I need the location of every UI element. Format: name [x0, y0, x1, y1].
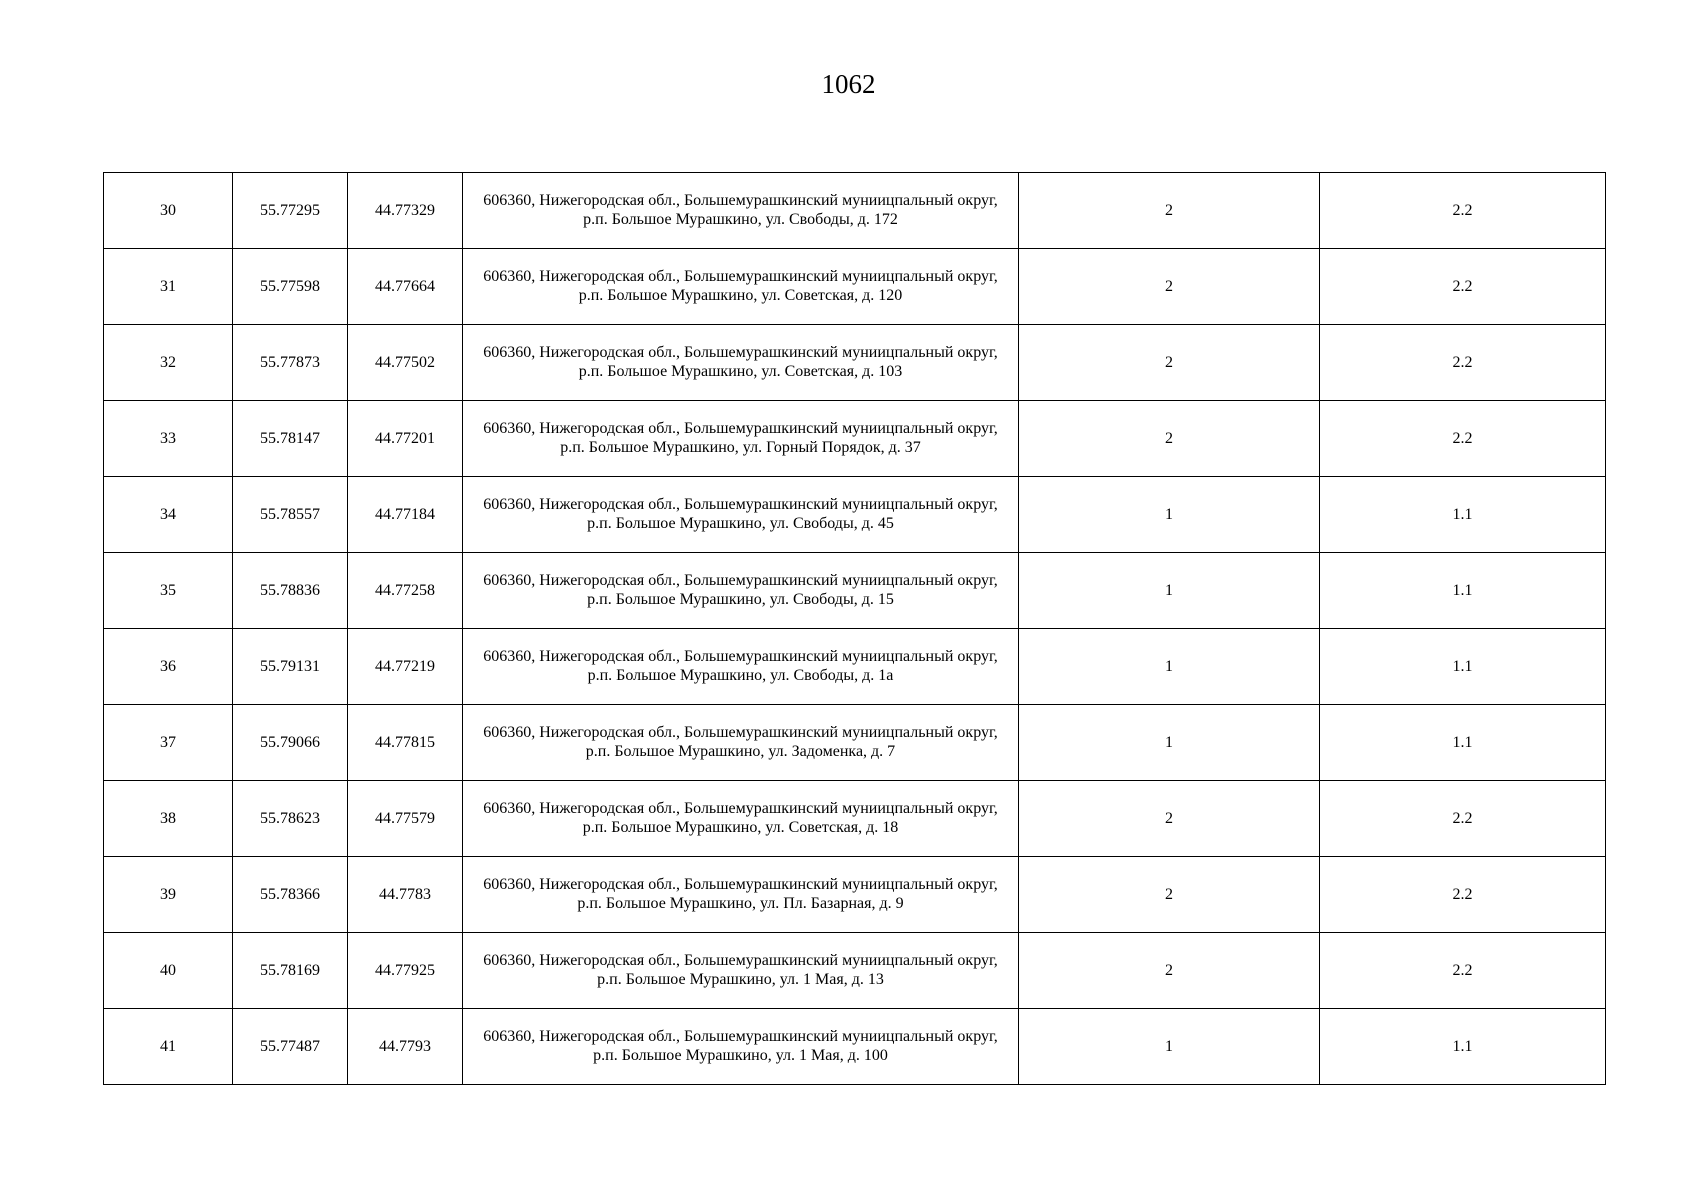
subcategory-cell: 2.2 [1320, 933, 1606, 1009]
address-line: 606360, Нижегородская обл., Большемурашкинский муниицпальный округ, [483, 1028, 998, 1045]
address-line: р.п. Большое Мурашкино, ул. Пл. Базарная, д. 9 [577, 895, 904, 912]
latitude-cell: 55.78366 [233, 857, 348, 933]
table-row [104, 629, 1606, 705]
longitude-cell: 44.77925 [348, 933, 463, 1009]
row-number-cell: 31 [104, 249, 233, 325]
address-cell [463, 781, 1019, 857]
address-line: р.п. Большое Мурашкино, ул. Свободы, д. 45 [587, 515, 894, 532]
longitude-cell: 44.77184 [348, 477, 463, 553]
address-line: 606360, Нижегородская обл., Большемурашкинский муниицпальный округ, [483, 648, 998, 665]
address-cell [463, 249, 1019, 325]
subcategory-cell: 1.1 [1320, 477, 1606, 553]
subcategory-cell: 1.1 [1320, 553, 1606, 629]
category-cell: 2 [1019, 173, 1320, 249]
subcategory-cell: 2.2 [1320, 857, 1606, 933]
address-cell [463, 629, 1019, 705]
address-line: р.п. Большое Мурашкино, ул. 1 Мая, д. 100 [593, 1047, 888, 1064]
table-row [104, 1009, 1606, 1085]
category-cell: 2 [1019, 325, 1320, 401]
address-line: 606360, Нижегородская обл., Большемурашкинский муниицпальный округ, [483, 724, 998, 741]
latitude-cell: 55.78169 [233, 933, 348, 1009]
table-row [104, 705, 1606, 781]
address-line: р.п. Большое Мурашкино, ул. Свободы, д. 1а [587, 667, 894, 684]
table-row [104, 401, 1606, 477]
subcategory-cell: 2.2 [1320, 325, 1606, 401]
address-cell [463, 325, 1019, 401]
longitude-cell: 44.77815 [348, 705, 463, 781]
address-line: р.п. Большое Мурашкино, ул. Свободы, д. 15 [587, 591, 894, 608]
longitude-cell: 44.77664 [348, 249, 463, 325]
table-row [104, 857, 1606, 933]
address-cell [463, 857, 1019, 933]
subcategory-cell: 1.1 [1320, 1009, 1606, 1085]
table-row [104, 553, 1606, 629]
longitude-cell: 44.7783 [348, 857, 463, 933]
address-line: 606360, Нижегородская обл., Большемурашкинский муниицпальный округ, [483, 192, 998, 209]
table-row [104, 325, 1606, 401]
row-number-cell: 35 [104, 553, 233, 629]
longitude-cell: 44.77329 [348, 173, 463, 249]
latitude-cell: 55.77295 [233, 173, 348, 249]
longitude-cell: 44.7793 [348, 1009, 463, 1085]
latitude-cell: 55.77873 [233, 325, 348, 401]
address-line: 606360, Нижегородская обл., Большемурашкинский муниицпальный округ, [483, 952, 998, 969]
category-cell: 2 [1019, 781, 1320, 857]
address-line: 606360, Нижегородская обл., Большемурашкинский муниицпальный округ, [483, 800, 998, 817]
row-number-cell: 32 [104, 325, 233, 401]
subcategory-cell: 2.2 [1320, 173, 1606, 249]
row-number-cell: 36 [104, 629, 233, 705]
longitude-cell: 44.77201 [348, 401, 463, 477]
row-number-cell: 33 [104, 401, 233, 477]
address-line: 606360, Нижегородская обл., Большемурашкинский муниицпальный округ, [483, 268, 998, 285]
address-cell [463, 401, 1019, 477]
latitude-cell: 55.78836 [233, 553, 348, 629]
subcategory-cell: 1.1 [1320, 629, 1606, 705]
table-row [104, 781, 1606, 857]
address-cell [463, 173, 1019, 249]
row-number-cell: 37 [104, 705, 233, 781]
table-row [104, 173, 1606, 249]
address-cell [463, 1009, 1019, 1085]
address-cell [463, 705, 1019, 781]
address-line: р.п. Большое Мурашкино, ул. 1 Мая, д. 13 [597, 971, 884, 988]
data-table [103, 172, 1606, 1085]
address-line: р.п. Большое Мурашкино, ул. Советская, д. 120 [578, 287, 903, 304]
category-cell: 2 [1019, 401, 1320, 477]
table-row [104, 933, 1606, 1009]
row-number-cell: 39 [104, 857, 233, 933]
address-line: р.п. Большое Мурашкино, ул. Свободы, д. 172 [583, 211, 898, 228]
row-number-cell: 34 [104, 477, 233, 553]
address-line: 606360, Нижегородская обл., Большемурашкинский муниицпальный округ, [483, 496, 998, 513]
address-line: 606360, Нижегородская обл., Большемурашкинский муниицпальный округ, [483, 876, 998, 893]
latitude-cell: 55.78623 [233, 781, 348, 857]
row-number-cell: 41 [104, 1009, 233, 1085]
address-line: 606360, Нижегородская обл., Большемурашкинский муниицпальный округ, [483, 420, 998, 437]
category-cell: 2 [1019, 249, 1320, 325]
latitude-cell: 55.79066 [233, 705, 348, 781]
category-cell: 1 [1019, 477, 1320, 553]
latitude-cell: 55.77487 [233, 1009, 348, 1085]
category-cell: 1 [1019, 629, 1320, 705]
address-cell [463, 933, 1019, 1009]
subcategory-cell: 2.2 [1320, 249, 1606, 325]
row-number-cell: 30 [104, 173, 233, 249]
longitude-cell: 44.77579 [348, 781, 463, 857]
row-number-cell: 38 [104, 781, 233, 857]
table-row [104, 477, 1606, 553]
address-cell [463, 477, 1019, 553]
address-line: р.п. Большое Мурашкино, ул. Задоменка, д. 7 [585, 743, 896, 760]
address-line: 606360, Нижегородская обл., Большемурашкинский муниицпальный округ, [483, 344, 998, 361]
address-line: р.п. Большое Мурашкино, ул. Советская, д. 18 [582, 819, 899, 836]
table-body [104, 173, 1606, 1085]
category-cell: 2 [1019, 857, 1320, 933]
address-line: р.п. Большое Мурашкино, ул. Горный Порядок, д. 37 [560, 439, 921, 456]
address-line: 606360, Нижегородская обл., Большемурашкинский муниицпальный округ, [483, 572, 998, 589]
longitude-cell: 44.77502 [348, 325, 463, 401]
category-cell: 1 [1019, 705, 1320, 781]
category-cell: 1 [1019, 553, 1320, 629]
page-number: 1062 [821, 69, 876, 99]
row-number-cell: 40 [104, 933, 233, 1009]
longitude-cell: 44.77219 [348, 629, 463, 705]
subcategory-cell: 1.1 [1320, 705, 1606, 781]
address-line: р.п. Большое Мурашкино, ул. Советская, д. 103 [578, 363, 903, 380]
subcategory-cell: 2.2 [1320, 781, 1606, 857]
longitude-cell: 44.77258 [348, 553, 463, 629]
address-cell [463, 553, 1019, 629]
latitude-cell: 55.78557 [233, 477, 348, 553]
latitude-cell: 55.77598 [233, 249, 348, 325]
subcategory-cell: 2.2 [1320, 401, 1606, 477]
latitude-cell: 55.78147 [233, 401, 348, 477]
latitude-cell: 55.79131 [233, 629, 348, 705]
category-cell: 1 [1019, 1009, 1320, 1085]
table-row [104, 249, 1606, 325]
category-cell: 2 [1019, 933, 1320, 1009]
